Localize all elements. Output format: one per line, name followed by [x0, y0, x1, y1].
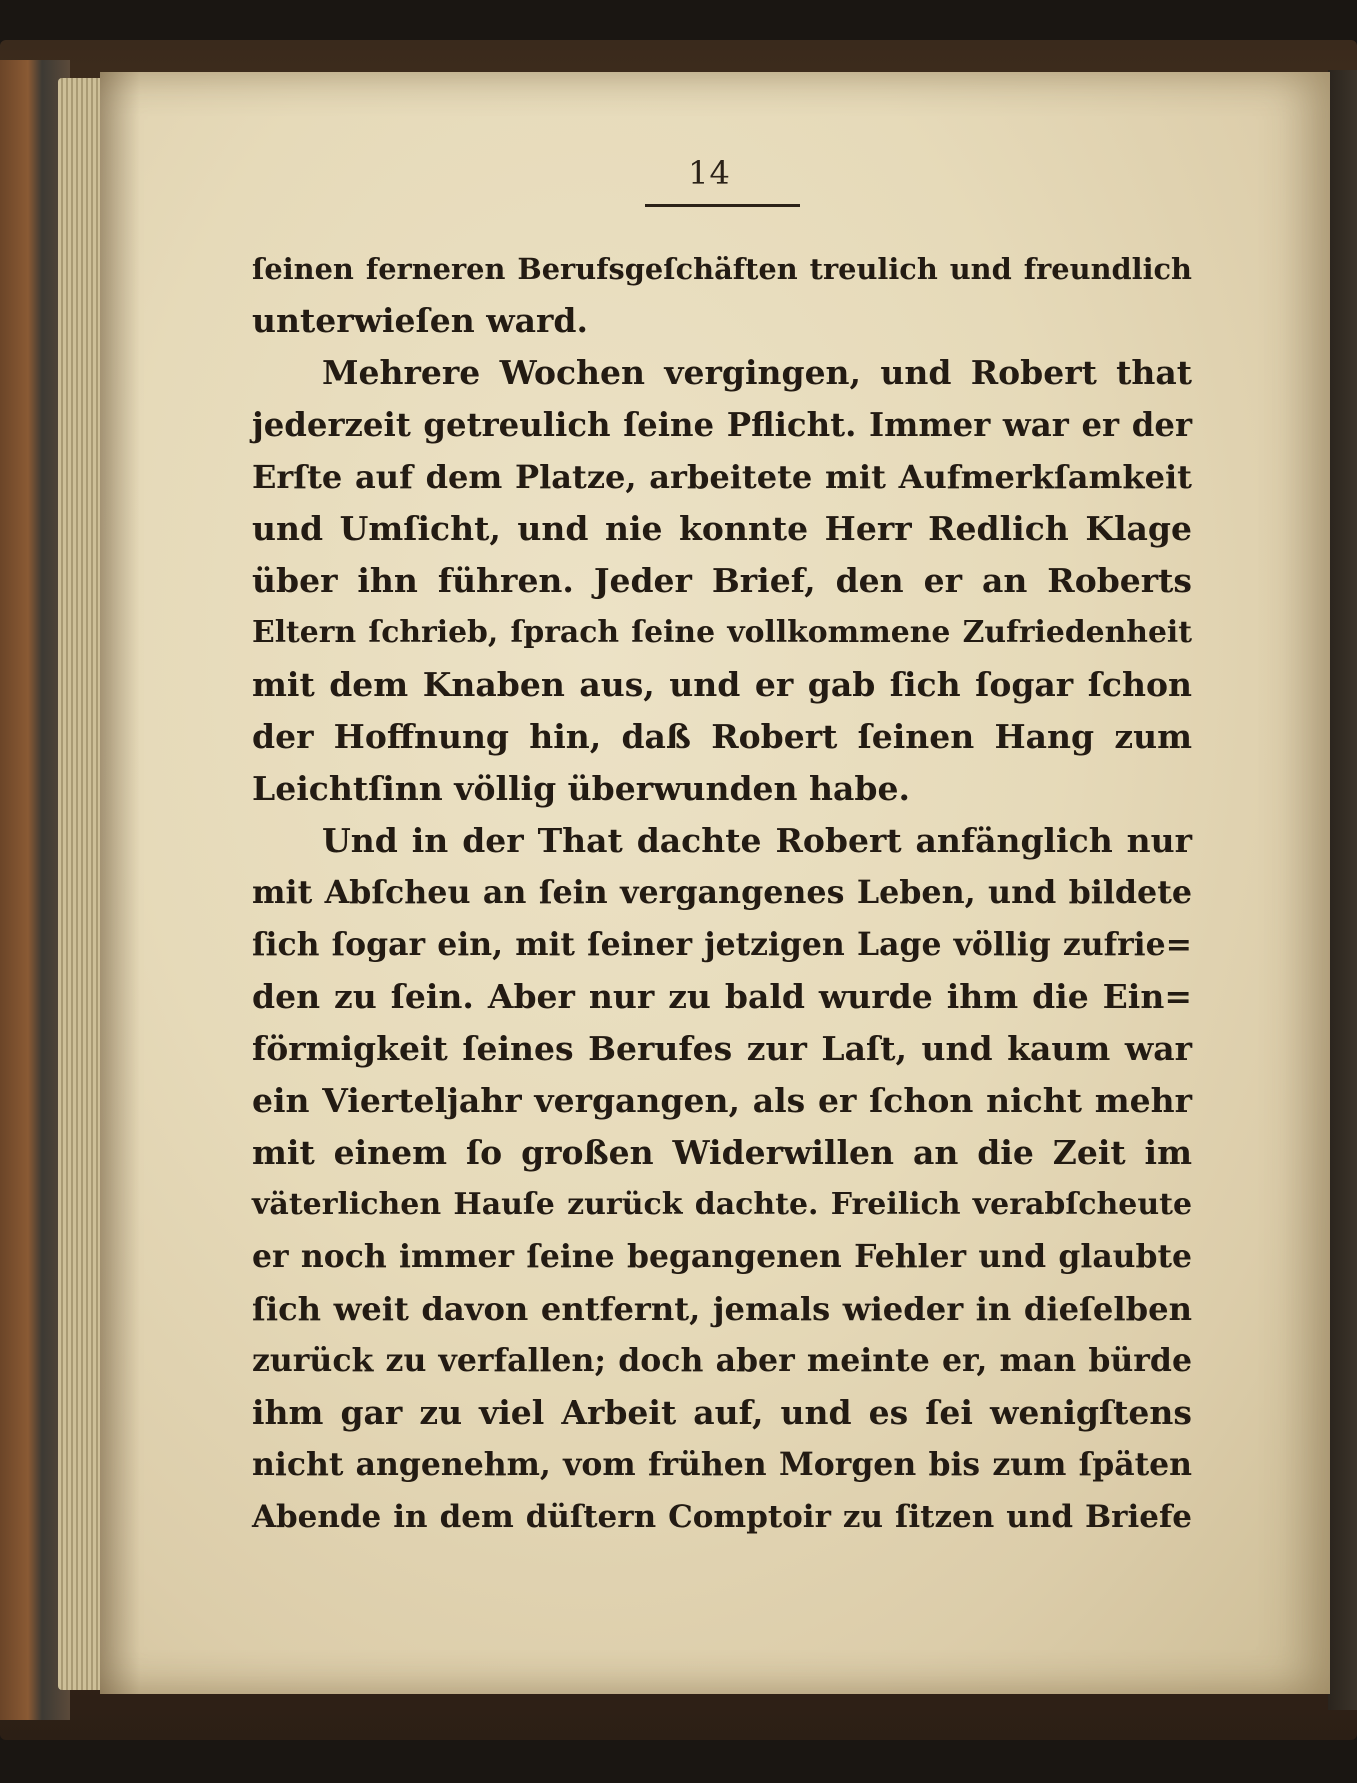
text-line: Und in der That dachte Robert anfänglich nur — [322, 821, 1192, 860]
text-line: jederzeit getreulich ſeine Pflicht. Immer war er der — [252, 406, 1192, 444]
text-line: unterwieſen ward. — [252, 301, 588, 340]
body-text — [252, 243, 1192, 1543]
text-line: den zu ſein. Aber nur zu bald wurde ihm die Ein= — [252, 977, 1192, 1016]
page-number: 14 — [688, 154, 731, 192]
text-line: väterlichen Hauſe zurück dachte. Freilich verabſcheute — [252, 1187, 1192, 1222]
text-line: ein Vierteljahr vergangen, als er ſchon nicht mehr — [252, 1081, 1192, 1120]
text-line: der Hoffnung hin, daß Robert ſeinen Hang zum — [252, 717, 1192, 756]
header-rule — [645, 204, 800, 207]
text-line: ihm gar zu viel Arbeit auf, und es ſei wenigſtens — [252, 1393, 1192, 1432]
text-line: mit Abſcheu an ſein vergangenes Leben, und bildete — [252, 874, 1192, 911]
text-line: nicht angenehm, vom frühen Morgen bis zum ſpäten — [252, 1446, 1192, 1483]
text-line: Abende in dem düſtern Comptoir zu ſitzen und Briefe — [252, 1499, 1192, 1535]
text-line: Eltern ſchrieb, ſprach ſeine vollkommene Zufriedenheit — [252, 615, 1192, 650]
text-line: und Umſicht, und nie konnte Herr Redlich Klage — [252, 509, 1192, 548]
right-page-edge — [1328, 70, 1357, 1710]
text-line: Leichtſinn völlig überwunden habe. — [252, 769, 910, 808]
gutter-shadow — [100, 72, 140, 1694]
text-line: ſich ſogar ein, mit ſeiner jetzigen Lage völlig zufrie= — [252, 926, 1192, 963]
text-line: Erſte auf dem Platze, arbeitete mit Aufmerkſamkeit — [252, 458, 1192, 496]
text-line: er noch immer ſeine begangenen Fehler und glaubte — [252, 1238, 1192, 1275]
text-line: über ihn führen. Jeder Brief, den er an Roberts — [252, 561, 1192, 600]
text-line: ſich weit davon entfernt, jemals wieder in dieſelben — [252, 1290, 1192, 1328]
text-line: ſeinen ferneren Berufsgeſchäften treulich und freundlich — [252, 252, 1192, 286]
text-line: mit einem ſo großen Widerwillen an die Zeit im — [252, 1133, 1192, 1172]
text-line: zurück zu verfallen; doch aber meinte er, man bürde — [252, 1342, 1192, 1379]
text-line: mit dem Knaben aus, und er gab ſich ſogar ſchon — [252, 665, 1192, 704]
text-line: förmigkeit ſeines Berufes zur Laſt, und kaum war — [252, 1029, 1192, 1068]
text-line: Mehrere Wochen vergingen, und Robert that — [322, 353, 1192, 392]
